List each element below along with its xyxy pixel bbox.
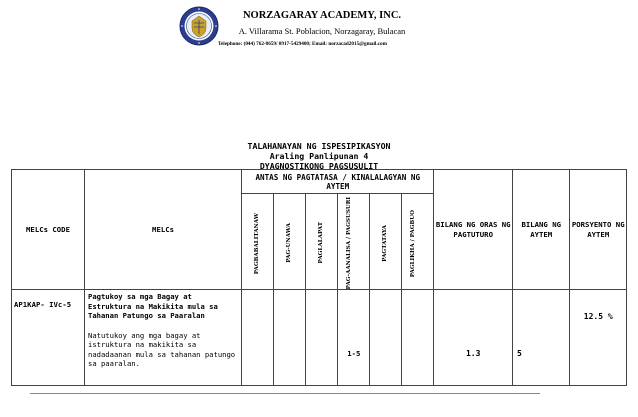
level-label-pagtataya: PAGTATAYA (382, 224, 389, 262)
document-title: TALAHANAYAN NG ISPESIPIKASYON (247, 141, 391, 151)
cell-pagsusuri: 1-5 (338, 290, 370, 386)
cell-pagtataya (370, 290, 402, 386)
melc-code-cell: AP1KAP- IVc-5 (12, 290, 85, 386)
level-header (402, 194, 434, 290)
cell-bilang-aytem: 5 (512, 290, 570, 386)
header-bilang-oras: BILANG NG ORAS NG PAGTUTURO (434, 170, 513, 290)
level-label-pagsusuri: PAG-AANALISA / PAGSUSURI (346, 197, 353, 290)
melc-title: Pagtukoy sa mga Bagay at Estruktura na Makikita mula sa Tahanan Patungo sa Paaralan (88, 292, 218, 321)
level-label-pagbabalitanaw: PAGBABALITANAW (254, 212, 261, 274)
cell-paglikha (402, 290, 434, 386)
level-label-paglikha: PAGLIKHA / PAGBUO (410, 209, 417, 277)
school-name: NORZAGARAY ACADEMY, INC. (242, 10, 402, 21)
cell-porsyento: 12.5 % (570, 290, 627, 386)
level-header (274, 194, 306, 290)
level-header (338, 194, 370, 290)
header-bilang-aytem: BILANG NG AYTEM (512, 170, 570, 290)
level-header (242, 194, 274, 290)
school-address: A. Villarama St. Poblacion, Norzagaray, Bulacan (238, 26, 406, 36)
cell-bilang-oras: 1.3 (434, 290, 513, 386)
page-divider (30, 393, 540, 394)
melc-cell (85, 290, 242, 386)
level-label-pag-unawa: PAG-UNAWA (286, 223, 293, 264)
cell-pagbabalitanaw (242, 290, 274, 386)
level-label-paglalapat: PAGLALAPAT (318, 222, 325, 264)
table-row (12, 290, 627, 386)
cell-pag-unawa (274, 290, 306, 386)
header-melcs: MELCs (85, 170, 242, 290)
header-melcs-code: MELCs CODE (12, 170, 85, 290)
school-contact: Telephone: (044) 762-8659/ 0917-5429400; Email: norzacad2015@gmail.com (218, 41, 387, 47)
document-test-type: DYAGNOSTIKONG PAGSUSULIT (259, 161, 379, 171)
melc-description: Natutukoy ang mga bagay at istruktura na makikita sa nadadaanan mula sa tahanan patungo sa paaralan. (88, 330, 236, 369)
cell-paglalapat (306, 290, 338, 386)
header-porsyento: PORSYENTO NG AYTEM (570, 170, 627, 290)
level-header (370, 194, 402, 290)
specification-table (11, 169, 627, 386)
header-antas-group: ANTAS NG PAGTATASA / KINALALAGYAN NG AYTEM (242, 170, 434, 194)
level-header (306, 194, 338, 290)
document-subject: Araling Panlipunan 4 (269, 151, 369, 161)
